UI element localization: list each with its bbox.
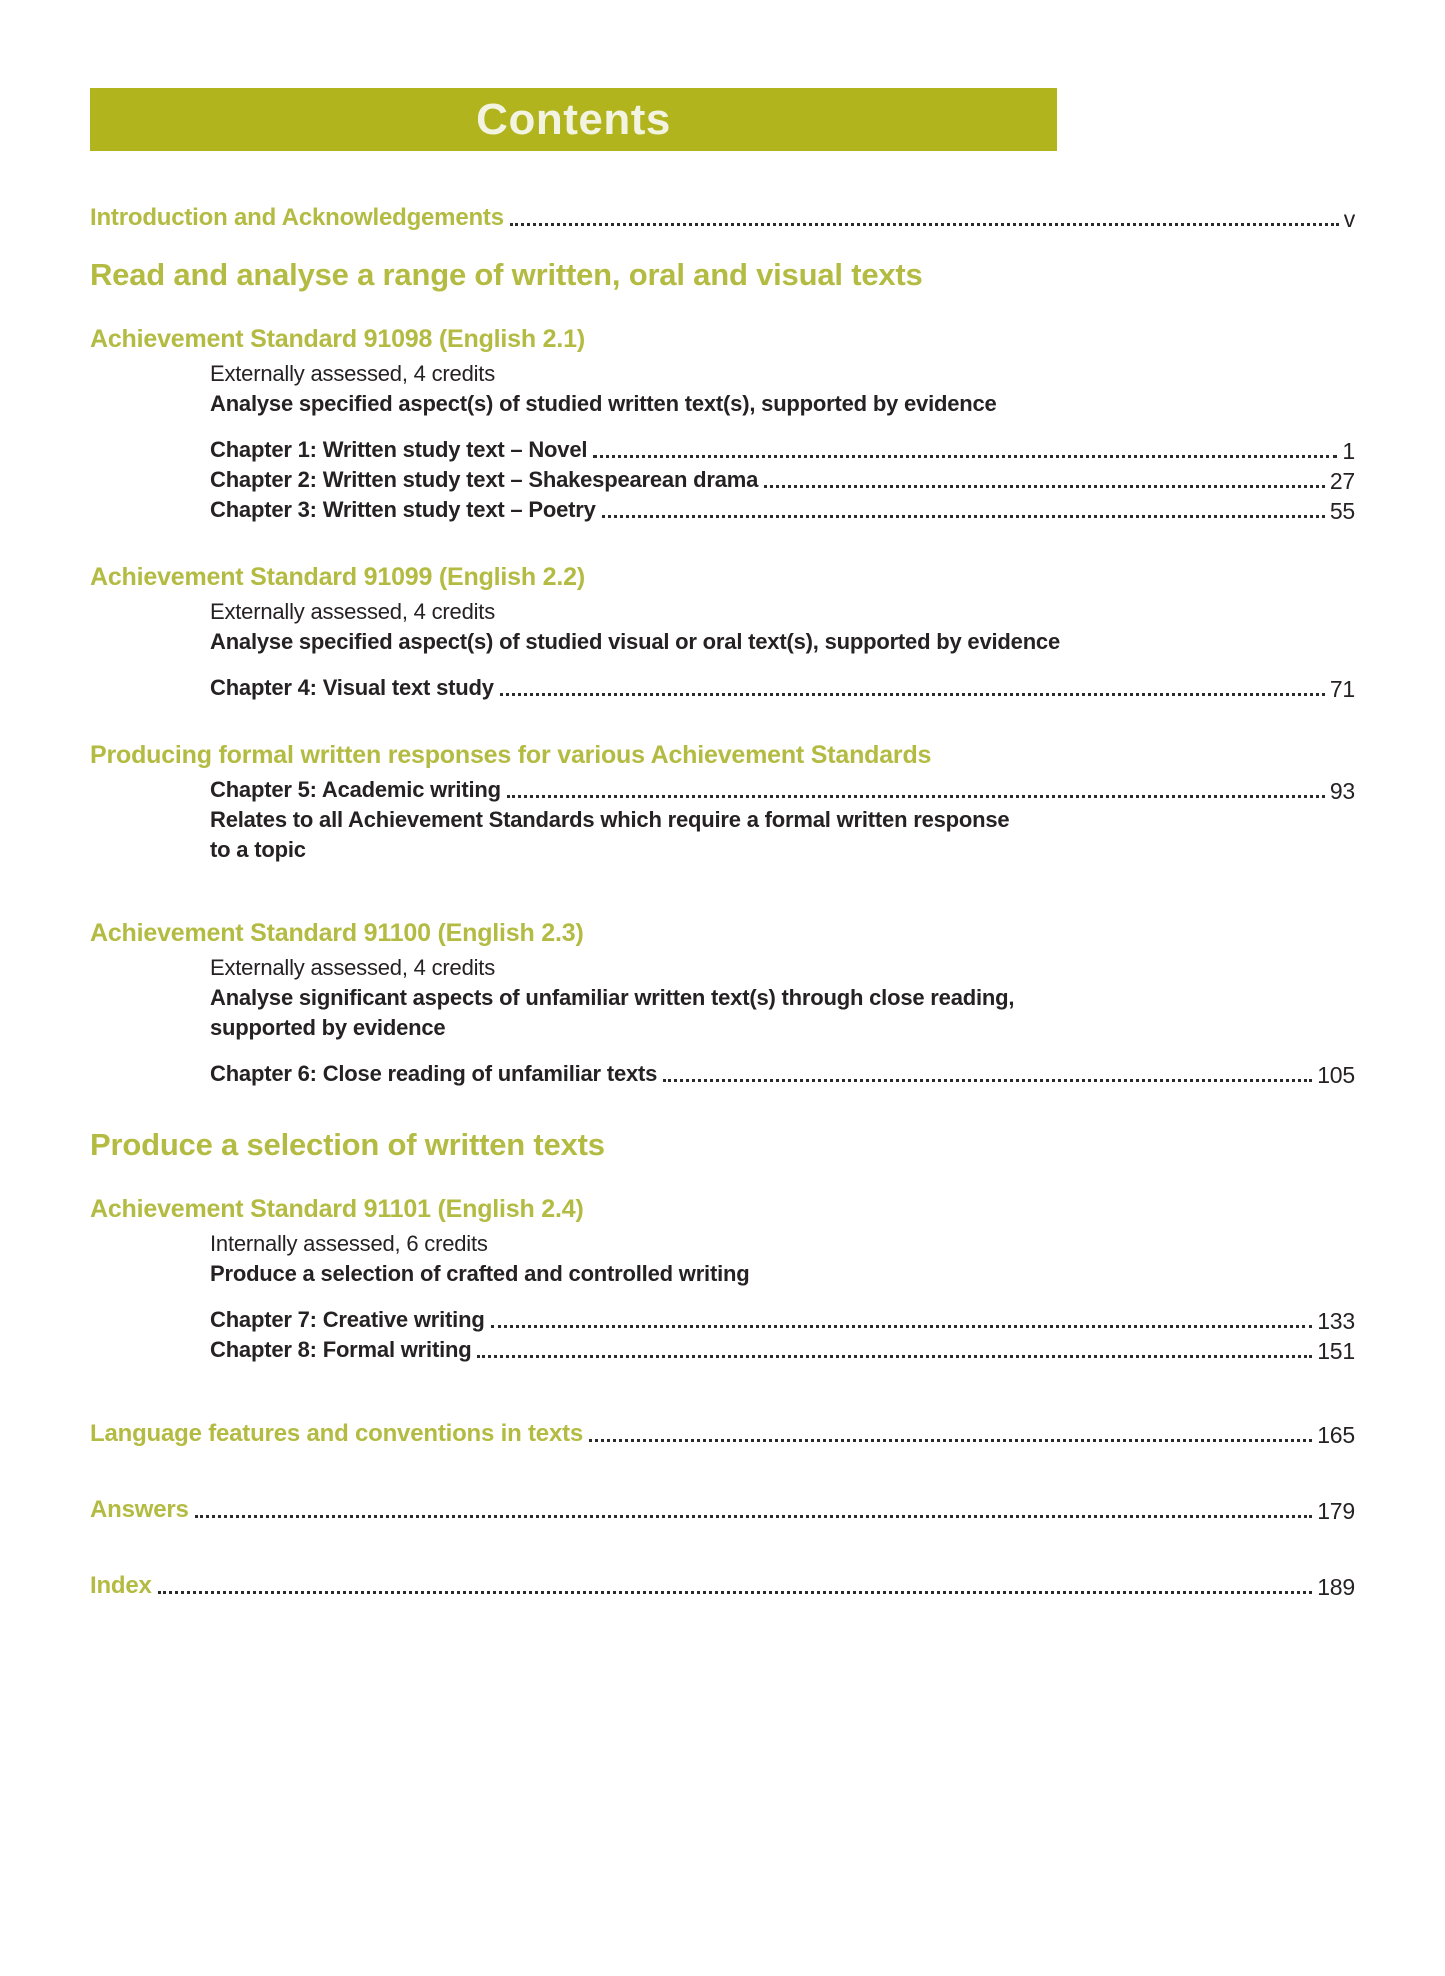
entry-label: Chapter 7: Creative writing xyxy=(210,1307,485,1332)
chapter-list xyxy=(210,1305,1355,1365)
entry-label: Chapter 8: Formal writing xyxy=(210,1337,472,1362)
dot-leader xyxy=(507,795,1325,798)
chapter-note: Relates to all Achievement Standards which require a formal written response xyxy=(210,807,1010,832)
standard-description: Analyse significant aspects of unfamiliar written text(s) through close reading, xyxy=(210,985,1015,1010)
chapter-list xyxy=(210,1059,1355,1089)
toc-entry-chapter-6 xyxy=(210,1059,1355,1089)
dot-leader xyxy=(589,1439,1312,1442)
page-number: 1 xyxy=(1342,438,1355,464)
entry-label: Introduction and Acknowledgements xyxy=(90,204,504,231)
group-details xyxy=(210,775,1355,865)
dot-leader xyxy=(663,1079,1312,1082)
dot-leader xyxy=(510,223,1339,226)
entry-label: Chapter 3: Written study text – Poetry xyxy=(210,497,596,522)
toc-entry-chapter-7 xyxy=(210,1305,1355,1335)
standard-91100 xyxy=(90,917,1355,1089)
dot-leader xyxy=(602,515,1325,518)
assessment-note: Externally assessed, 4 credits xyxy=(210,599,496,624)
page-number: 179 xyxy=(1317,1498,1355,1524)
assessment-note: Externally assessed, 4 credits xyxy=(210,955,496,980)
dot-leader xyxy=(593,455,1337,458)
assessment-note: Internally assessed, 6 credits xyxy=(210,1231,488,1256)
page-number: 133 xyxy=(1317,1308,1355,1334)
standard-91098 xyxy=(90,323,1355,525)
toc-entry-answers xyxy=(90,1495,1355,1525)
entry-label: Index xyxy=(90,1572,152,1599)
chapter-list xyxy=(210,435,1355,525)
page-number: 27 xyxy=(1329,468,1355,494)
standard-description: supported by evidence xyxy=(210,1015,446,1040)
standard-details xyxy=(210,359,1355,525)
page-number: 189 xyxy=(1317,1574,1355,1600)
standard-description: Analyse specified aspect(s) of studied visual or oral text(s), supported by evidence xyxy=(210,629,1060,654)
page-number: v xyxy=(1343,206,1355,232)
toc-entry-chapter-4 xyxy=(210,673,1355,703)
toc-entry-chapter-2 xyxy=(210,465,1355,495)
toc-entry-chapter-5 xyxy=(210,775,1355,805)
standard-title: Achievement Standard 91098 (English 2.1) xyxy=(90,325,585,353)
assessment-note: Externally assessed, 4 credits xyxy=(210,361,496,386)
formal-responses-group xyxy=(90,739,1355,865)
toc-entry-intro xyxy=(90,203,1355,233)
page-number: 55 xyxy=(1329,498,1355,524)
toc-entry-chapter-8 xyxy=(210,1335,1355,1365)
dot-leader xyxy=(158,1591,1313,1594)
chapter-list xyxy=(210,673,1355,703)
chapter-note: to a topic xyxy=(210,837,306,862)
standard-title: Achievement Standard 91099 (English 2.2) xyxy=(90,563,585,591)
toc-entry-index xyxy=(90,1571,1355,1601)
standard-title: Achievement Standard 91101 (English 2.4) xyxy=(90,1195,584,1223)
entry-label: Answers xyxy=(90,1496,189,1523)
page-number: 151 xyxy=(1317,1338,1355,1364)
entry-label: Language features and conventions in texts xyxy=(90,1420,584,1447)
standard-description: Produce a selection of crafted and controlled writing xyxy=(210,1261,750,1286)
entry-label: Chapter 4: Visual text study xyxy=(210,675,494,700)
dot-leader xyxy=(764,485,1325,488)
toc-entry-language-features xyxy=(90,1419,1355,1449)
group-title: Producing formal written responses for various Achievement Standards xyxy=(90,741,932,769)
entry-label: Chapter 6: Close reading of unfamiliar texts xyxy=(210,1061,658,1086)
standard-description: Analyse specified aspect(s) of studied written text(s), supported by evidence xyxy=(210,391,997,416)
standard-91099 xyxy=(90,561,1355,703)
standard-91101 xyxy=(90,1193,1355,1365)
toc-tail-entries xyxy=(90,1419,1355,1601)
toc-entry-chapter-1 xyxy=(210,435,1355,465)
page-number: 71 xyxy=(1329,676,1355,702)
dot-leader xyxy=(477,1355,1312,1358)
dot-leader xyxy=(500,693,1325,696)
dot-leader xyxy=(491,1325,1313,1328)
entry-label: Chapter 1: Written study text – Novel xyxy=(210,437,588,462)
dot-leader xyxy=(195,1515,1313,1518)
contents-header-bar xyxy=(90,88,1057,151)
entry-label: Chapter 5: Academic writing xyxy=(210,777,501,802)
entry-label: Chapter 2: Written study text – Shakespearean drama xyxy=(210,467,759,492)
page-number: 105 xyxy=(1317,1062,1355,1088)
page-title: Contents xyxy=(476,94,671,144)
standard-details xyxy=(210,953,1355,1089)
toc-content xyxy=(0,203,1445,1601)
section-title-part2: Produce a selection of written texts xyxy=(90,1127,605,1162)
section-title-part1: Read and analyse a range of written, oral and visual texts xyxy=(90,257,923,292)
standard-details xyxy=(210,597,1355,703)
standard-details xyxy=(210,1229,1355,1365)
page-number: 165 xyxy=(1317,1422,1355,1448)
toc-entry-chapter-3 xyxy=(210,495,1355,525)
page-number: 93 xyxy=(1329,778,1355,804)
standard-title: Achievement Standard 91100 (English 2.3) xyxy=(90,919,584,947)
